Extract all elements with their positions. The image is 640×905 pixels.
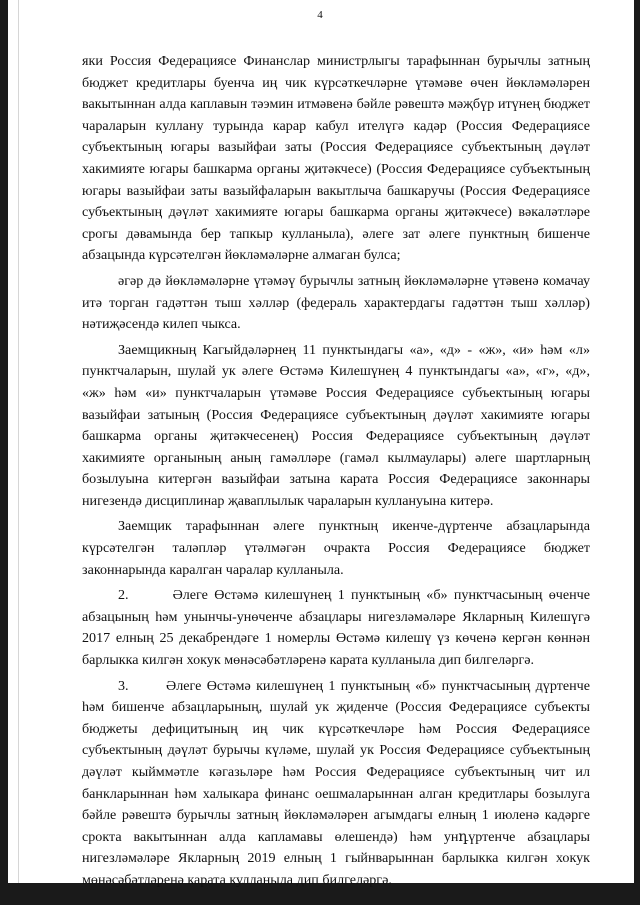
paragraph-2: әгәр дә йөкләмәләрне үтәмәү бурычлы затның йөкләмәләрне үтәвенә комачау итә торган гадәттән тыш хәлләр (федераль характердагы гадәттән тыш хәлләр) нәтиҗәсендә килеп чыкса. [82,272,590,333]
scan-fold-line [18,0,19,883]
paragraph-6-item-3: 3. Әлеге Өстәмә килешүнең 1 пунктының «б» пунктчасының дүртенче һәм бишенче абзацларының, шулай ук җиденче (Россия Федерациясе субъекты бюджеты дефицитының иң чик күрсәткечләре һәм Россия Федерациясе субъектының дәүләт бурычы күләме, шулай ук Россия Федерациясе субъектының дәүләт кыйммәтле кәгазьләре һәм Россия Федерациясе субъектының чит ил банкларыннан һәм халыкара финанс оешмаларыннан алган кредитлары бозылуга бәйле рәвештә бурычлы затның йөкләмәләрен агымдагы елның 1 июленә кадәрге срокта вакытыннан алда капламавы өлешендә) һәм унդүртенче абзацлары нигезләмәләре Якларның 2019 елның 1 гыйнварыннан барлыкка килгән хокук мөнәсәбәтләренә карата кулланыла дип билгеләргә. [82,677,590,888]
paragraph-1: яки Россия Федерациясе Финанслар министрлыгы тарафыннан бурычлы затның бюджет кредитлары буенча иң чик күрсәткечләрне үтәмәве өчен йөкләмәләрен вакытыннан алда каплавын тәэмин итмәвенә бәйле рәвештә мәҗбүр итүнең бюджет чараларын куллану турында карар кабул ителүгә кадәр (Россия Федерациясе субъектының югары вазыйфаи заты (Россия Федерациясе субъектының дәүләт хакимияте югары башкарма органы җитәкчесе) (Россия Федерациясе субъектының югары вазыйфаи заты вазыйфаларын вакытлыча башкаручы (Россия Федерациясе субъектының дәүләт хакимияте югары башкарма органы җитәкчесе) вәкаләтләре срогы дәвамында бер тапкыр кулланыла), әлеге зат әлеге пунктның бишенче абзацында күрсәтелгән йөкләмәләрне алмаган булса; [82,53,590,264]
page-number: 4 [317,9,323,21]
paragraph-3: Заемщикның Кагыйдәләрнең 11 пунктындагы «а», «д» - «ж», «и» һәм «л» пунктчаларын, шулай ук әлеге Өстәмә Килешүнең 4 пунктындагы «а», «г», «д», «ж» һәм «и» пунктчаларын үтәмәве Россия Федерациясе субъектының югары вазыйфаи затының (Россия Федерациясе субъектының дәүләт хакимияте югары башкарма органы җитәкчесенең) Россия Федерациясе субъектының дәүләт хакимияте органының аның гамәлләре (гамәл кылмаулары) әлеге шартларның бозылуына китергән вазыйфаи затына карата Россия Федерациясе законнары нигезендә дисциплинар җаваплылык чараларын куллануына китерә. [82,341,590,509]
scan-border-right [634,0,640,905]
scan-border-left [0,0,8,905]
paragraph-4: Заемщик тарафыннан әлеге пунктның икенче-дүртенче абзацларында күрсәтелгән таләпләр үтәлмәгән очракта Россия Федерациясе бюджет законнарында каралган чаралар кулланыла. [82,518,590,578]
document-body [82,51,590,896]
paragraph-5-item-2: 2. Әлеге Өстәмә килешүнең 1 пунктының «б» пунктчасының өченче абзацының һәм унынчы-унөченче абзацлары нигезләмәләре Якларның Килешүгә 2017 елның 25 декабрендәге 1 номерлы Өстәмә килешү үз көченә кергән көннән барлыкка килгән хокук мөнәсәбәтләренә карата кулланыла дип билгеләргә. [82,587,590,669]
